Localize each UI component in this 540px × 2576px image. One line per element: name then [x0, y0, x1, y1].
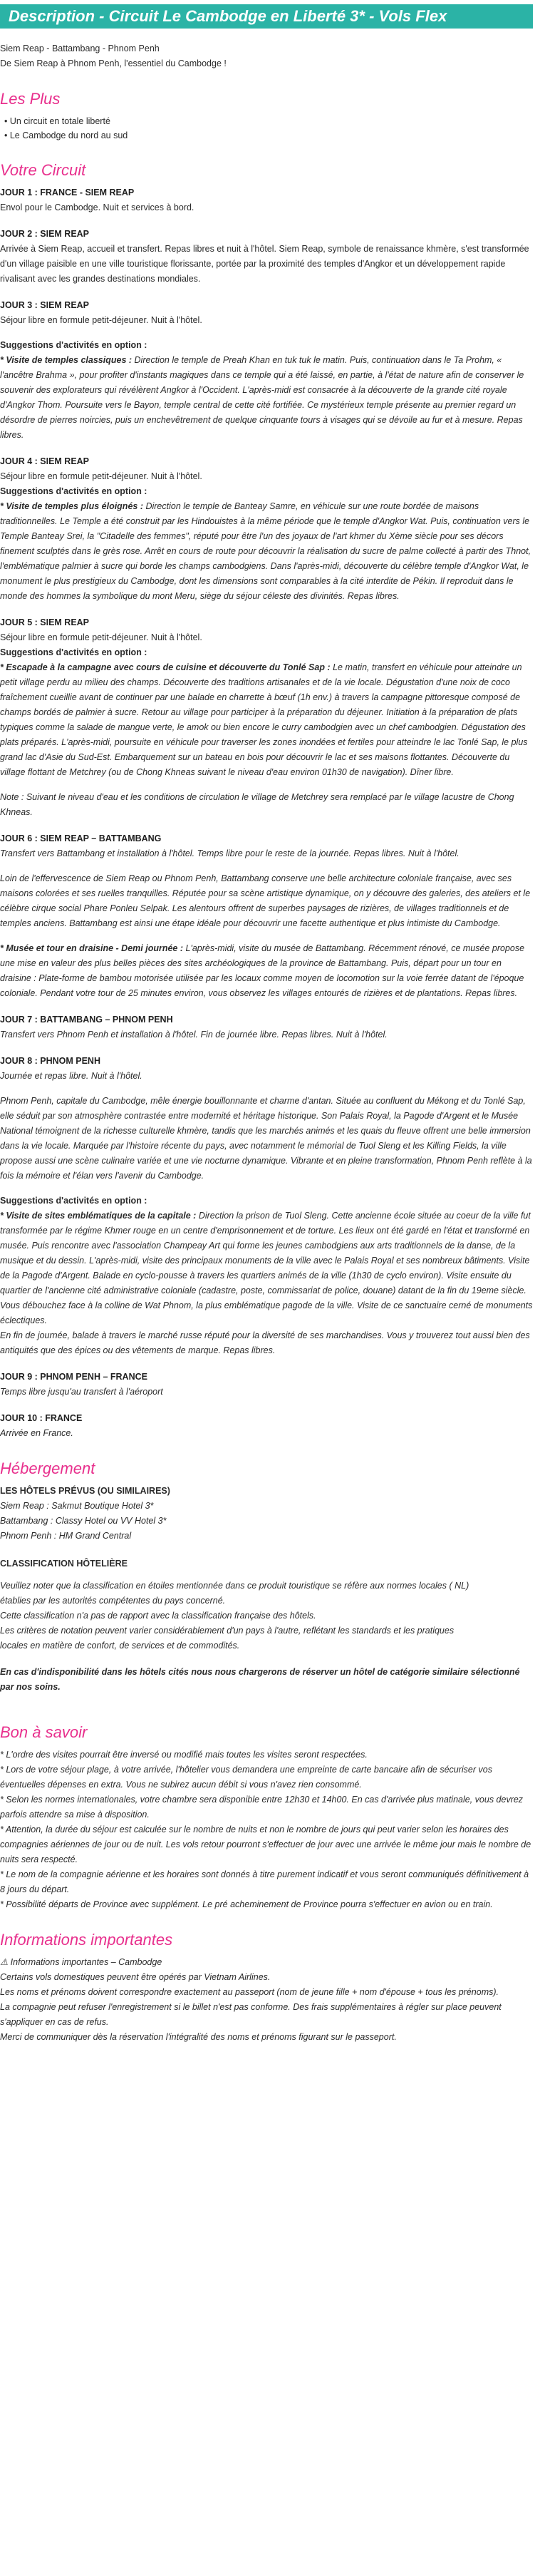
day-text: Arrivée à Siem Reap, accueil et transfert. Repas libres et nuit à l'hôtel. Siem Reap, symbole de renaissance khmère, s'est transformée d'un village paisible en une ville touristique florissante, portée par la proximité des temples d'Angkor et un développement rapide rivalisant avec les grandes destinations mondiales.: [0, 244, 529, 284]
content: [0, 41, 540, 2045]
activity-title: * Visite de temples plus éloignés :: [0, 501, 143, 511]
activity-title: * Musée et tour en draisine - Demi journée :: [0, 943, 184, 953]
day-heading: JOUR 5 : SIEM REAP: [0, 617, 90, 627]
plus-list: [0, 114, 533, 143]
classification-line: Les critères de notation peuvent varier considérablement d'un pays à l'autre, reflétant les standards et les pratiques: [0, 1626, 455, 1636]
plus-heading: Les Plus: [0, 90, 61, 108]
info-line: * Attention, la durée du séjour est calculée sur le nombre de nuits et non le nombre de jours qui peut varier selon les horaires des compagnies aériennes de jour ou de nuit. Les vols retour pourront s'effectuer de jour avec une arrivée le même jour mais le nombre de nuits sera respecté.: [0, 1825, 531, 1864]
day-heading: JOUR 8 : PHNOM PENH: [0, 1056, 100, 1066]
activity-text: L'après-midi, visite du musée de Battambang. Récemment rénové, ce musée propose une mise en valeur des plus belles pièces des sites archéologiques de la province de Battambang. Puis, départ pour un tour en draisine : Plate-forme de bambou motorisée utilisée par les locaux comme moyen de locomotion sur la voie ferrée datant de l'époque coloniale. Pendant votre tour de 25 minutes environ, vous observez les villages entourés de rizières et de plantations. Repas libres.: [0, 943, 525, 998]
hotels-heading: LES HÔTELS PRÉVUS (OU SIMILAIRES): [0, 1486, 170, 1496]
suggestions-1: [0, 338, 533, 443]
day-text: Journée et repas libre. Nuit à l'hôtel.: [0, 1071, 142, 1081]
activity-text: Le matin, transfert en véhicule pour atteindre un petit village perdu au milieu des champs. Découverte des traditions artisanales et de la vie locale. Dégustation d'une noix de coco fraîchement cueillie avant de continuer par une balade en charrette à bœuf (1h env.) à travers la campagne pittoresque composé de champs bordés de palmier à sucre. Retour au village pour participer à la préparation du déjeuner. Initiation à la préparation de plats typiques comme la salade de mangue verte, le amok ou bien encore le curry cambodgien avec un chef cambodgien. Dégustation des plats préparés. L'après-midi, poursuite en véhicule pour traverser les zones inondées et fertiles pour atteindre le lac Tonlé Sap, le plus grand lac d'Asie du Sud-Est. Embarquement sur un bateau en bois pour découvrir le lac et ses maisons flottantes. Découverte du village flottant de Metchrey (ou de Chong Khneas suivant le niveau d'eau environ 01h30 de navigation). Dîner libre.: [0, 662, 528, 777]
day-3: [0, 298, 533, 328]
day-heading: JOUR 6 : SIEM REAP – BATTAMBANG: [0, 833, 162, 843]
intro: [0, 41, 533, 71]
intro-tagline: De Siem Reap à Phnom Penh, l'essentiel du Cambodge !: [0, 58, 227, 68]
availability-warning: En cas d'indisponibilité dans les hôtels cités nous nous chargerons de réserver un hôtel de catégorie similaire sélectionné par nos soins.: [0, 1667, 520, 1692]
list-item: • Le Cambodge du nord au sud: [4, 128, 533, 143]
suggestions-heading: Suggestions d'activités en option :: [0, 486, 147, 496]
activity-title: * Visite de temples classiques :: [0, 355, 133, 365]
classification-line: Veuillez noter que la classification en étoiles mentionnée dans ce produit touristique se réfère aux normes locales ( NL): [0, 1581, 469, 1591]
info-line: * Possibilité départs de Province avec supplément. Le pré acheminement de Province pourra s'effectuer en avion ou en train.: [0, 1899, 493, 1909]
classification-heading: CLASSIFICATION HÔTELIÈRE: [0, 1559, 128, 1569]
note: Note : Suivant le niveau d'eau et les conditions de circulation le village de Metchrey sera remplacé par le village lacustre de Chong Khneas.: [0, 792, 514, 817]
activity-title: * Visite de sites emblématiques de la capitale :: [0, 1211, 197, 1221]
classification-line: établies par les autorités compétentes du pays concerné.: [0, 1596, 226, 1606]
info-line: Merci de communiquer dès la réservation l'intégralité des noms et prénoms figurant sur le passeport.: [0, 2032, 397, 2042]
suggestions-2: [0, 484, 533, 604]
day-text: Envol pour le Cambodge. Nuit et services à bord.: [0, 202, 194, 212]
informations-list: [0, 1955, 533, 2045]
circuit-heading: Votre Circuit: [0, 161, 86, 179]
day-heading: JOUR 9 : PHNOM PENH – FRANCE: [0, 1372, 147, 1382]
day-heading: JOUR 7 : BATTAMBANG – PHNOM PENH: [0, 1015, 173, 1025]
day-text: Séjour libre en formule petit-déjeuner. Nuit à l'hôtel.: [0, 471, 202, 481]
activity-text: Direction la prison de Tuol Sleng. Cette ancienne école située au coeur de la ville fut transformée par le régime Khmer rouge en un centre d'emprisonnement et de torture. Les lieux ont été gardé en l'état et transformé en musée. Puis rencontre avec l'association Champeay Art qui forme les jeunes cambodgiens aux arts traditionnels de la danse, de la musique et du dessin. L'après-midi, visite des principaux monuments de la ville avec le Palais Royal et ses nombreux bâtiments. Visite de la Pagode d'Argent. Balade en cyclo-pousse à travers les quartiers animés de la ville (1h30 de cyclo environ). Visite ensuite du quartier de l'ancienne cité administrative coloniale (cadastre, poste, commissariat de police, douane) datant de la fin du 19eme siècle. Vous débouchez face à la colline de Wat Phnom, la plus emblématique pagode de la ville. Visite de ce sanctuaire cerné de monuments éclectiques.: [0, 1211, 533, 1325]
day-text: Temps libre jusqu'au transfert à l'aéroport: [0, 1387, 163, 1397]
list-item: • Un circuit en totale liberté: [4, 114, 533, 128]
activity-text: Direction le temple de Preah Khan en tuk tuk le matin. Puis, continuation dans le Ta Prohm, « l'ancêtre Brahma », pour profiter d'instants magiques dans ce temple qui a été laissé, en partie, à l'état de nature afin de conserver le souvenir des explorateurs qui révélèrent Angkor à l'Occident. L'après-midi est consacrée à la découverte de la grande cité royale d'Angkor Thom. Poursuite vers le Bayon, temple central de cette cité fortifiée. Ce mystérieux temple présente au premier regard un désordre de pierres noircies, puis un enchevêtrement de quelque cinquante tours à visages qui se dévoile au fur et à mesure. Repas libres.: [0, 355, 524, 440]
suggestions-3: [0, 645, 533, 780]
hebergement-heading: Hébergement: [0, 1459, 95, 1477]
classification-line: locales en matière de confort, de services et de commodités.: [0, 1641, 240, 1651]
day-heading: JOUR 4 : SIEM REAP: [0, 456, 90, 466]
day-8-option: [0, 1194, 533, 1358]
page-title: Description - Circuit Le Cambodge en Liberté 3* - Vols Flex: [0, 4, 533, 29]
day-2: [0, 227, 533, 287]
day-text: Transfert vers Battambang et installation à l'hôtel. Temps libre pour le reste de la journée. Repas libres. Nuit à l'hôtel.: [0, 848, 459, 858]
info-line: * L'ordre des visites pourrait être inversé ou modifié mais toutes les visites seront respectées.: [0, 1750, 368, 1760]
intro-route: Siem Reap - Battambang - Phnom Penh: [0, 43, 160, 53]
day-8: [0, 1054, 533, 1084]
day-6-description: Loin de l'effervescence de Siem Reap ou Phnom Penh, Battambang conserve une belle architecture coloniale française, avec ses maisons colorées et ses ruelles tranquilles. Réputée pour sa scène artistique dynamique, on y découvre des galeries, des ateliers et le célèbre cirque social Phare Ponleu Selpak. Les alentours offrent de superbes paysages de rizières, de villages traditionnels et de temples anciens. Battambang est ainsi une étape idéale pour découvrir une facette authentique et plus intimiste du Cambodge.: [0, 873, 531, 928]
day-7: [0, 1012, 533, 1042]
bon-a-savoir-list: [0, 1748, 533, 1912]
day-text: Arrivée en France.: [0, 1428, 73, 1438]
page: [0, 4, 540, 2045]
hotels-block: [0, 1484, 533, 1544]
info-line: Les noms et prénoms doivent correspondre exactement au passeport (nom de jeune fille + nom d'épouse + tous les prénoms).: [0, 1987, 499, 1997]
day-heading: JOUR 10 : FRANCE: [0, 1413, 83, 1423]
day-1: [0, 185, 533, 215]
hotel-line: Siem Reap : Sakmut Boutique Hotel 3*: [0, 1501, 154, 1511]
day-heading: JOUR 2 : SIEM REAP: [0, 229, 90, 239]
day-4: [0, 454, 533, 484]
day-5: [0, 615, 533, 645]
suggestions-heading: Suggestions d'activités en option :: [0, 1196, 147, 1206]
info-line: La compagnie peut refuser l'enregistrement si le billet n'est pas conforme. Des frais supplémentaires à régler sur place peuvent s'appliquer en cas de refus.: [0, 2002, 502, 2027]
suggestions-heading: Suggestions d'activités en option :: [0, 647, 147, 657]
day-6: [0, 831, 533, 861]
day-9: [0, 1370, 533, 1400]
day-heading: JOUR 3 : SIEM REAP: [0, 300, 90, 310]
activity-title: * Escapade à la campagne avec cours de cuisine et découverte du Tonlé Sap :: [0, 662, 331, 672]
classification-line: Cette classification n'a pas de rapport avec la classification française des hôtels.: [0, 1611, 316, 1621]
info-line: Certains vols domestiques peuvent être opérés par Vietnam Airlines.: [0, 1972, 271, 1982]
classification-block: [0, 1556, 533, 1653]
info-line: * Le nom de la compagnie aérienne et les horaires sont donnés à titre purement indicatif et vous seront communiqués définitivement à 8 jours du départ.: [0, 1869, 529, 1894]
informations-heading: Informations importantes: [0, 1931, 173, 1949]
activity-text-end: En fin de journée, balade à travers le marché russe réputé pour la diversité de ses marchandises. Vous y trouverez tout aussi bien des antiquités que des épices ou des vêtements de marque. Repas libres.: [0, 1330, 530, 1355]
day-text: Transfert vers Phnom Penh et installation à l'hôtel. Fin de journée libre. Repas libres. Nuit à l'hôtel.: [0, 1030, 388, 1040]
day-heading: JOUR 1 : FRANCE - SIEM REAP: [0, 188, 135, 197]
info-line: ⚠ Informations importantes – Cambodge: [0, 1957, 162, 1967]
bon-a-savoir-heading: Bon à savoir: [0, 1723, 88, 1741]
day-text: Séjour libre en formule petit-déjeuner. Nuit à l'hôtel.: [0, 632, 202, 642]
day-6-option: [0, 941, 533, 1001]
hotel-line: Battambang : Classy Hotel ou VV Hotel 3*: [0, 1516, 167, 1526]
day-8-description: Phnom Penh, capitale du Cambodge, mêle énergie bouillonnante et charme d'antan. Située au confluent du Mékong et du Tonlé Sap, elle séduit par son atmosphère contrastée entre modernité et héritage historique. Son Palais Royal, la Pagode d'Argent et le Musée National témoignent de la richesse culturelle khmère, tandis que les marchés animés et les quais du fleuve offrent une belle immersion dans la vie locale. Marquée par l'histoire récente du pays, avec notamment le mémorial de Tuol Sleng et les Killing Fields, la ville propose aussi une scène culinaire variée et une vie nocturne dynamique. Vibrante et en pleine transformation, Phnom Penh reflète à la fois la mémoire et l'élan vers l'avenir du Cambodge.: [0, 1096, 532, 1181]
hotel-line: Phnom Penh : HM Grand Central: [0, 1531, 132, 1541]
info-line: * Lors de votre séjour plage, à votre arrivée, l'hôtelier vous demandera une empreinte de carte bancaire afin de sécuriser vos éventuelles dépenses en extra. Vous ne subirez aucun débit si vous n'avez rien consommé.: [0, 1765, 492, 1790]
suggestions-heading: Suggestions d'activités en option :: [0, 340, 147, 350]
info-line: * Selon les normes internationales, votre chambre sera disponible entre 12h30 et 14h00. En cas d'arrivée plus matinale, vous devrez parfois attendre sa mise à disposition.: [0, 1795, 524, 1820]
day-text: Séjour libre en formule petit-déjeuner. Nuit à l'hôtel.: [0, 315, 202, 325]
activity-text: Direction le temple de Banteay Samre, en véhicule sur une route bordée de maisons traditionnelles. Le Temple a été construit par les Hindouistes à la même période que le temple d'Angkor Wat. Puis, continuation vers le Temple Banteay Srei, la "Citadelle des femmes", réputé pour être l'un des joyaux de l'art khmer du Xème siècle pour ses décors finement sculptés dans le grès rose. Arrêt en cours de route pour découvrir la réalisation du sucre de palme collecté à partir des Thnot, l'emblématique palmier à sucre qui borde les champs cambodgiens. Dans l'après-midi, découverte du célèbre temple d'Angkor Wat, le monument le plus prestigieux du Cambodge, dont les dimensions sont comparables à la cité interdite de Pékin. Il reproduit dans le monde des hommes la symbolique du mont Meru, siège du séjour céleste des divinités. Repas libres.: [0, 501, 531, 601]
day-10: [0, 1411, 533, 1441]
